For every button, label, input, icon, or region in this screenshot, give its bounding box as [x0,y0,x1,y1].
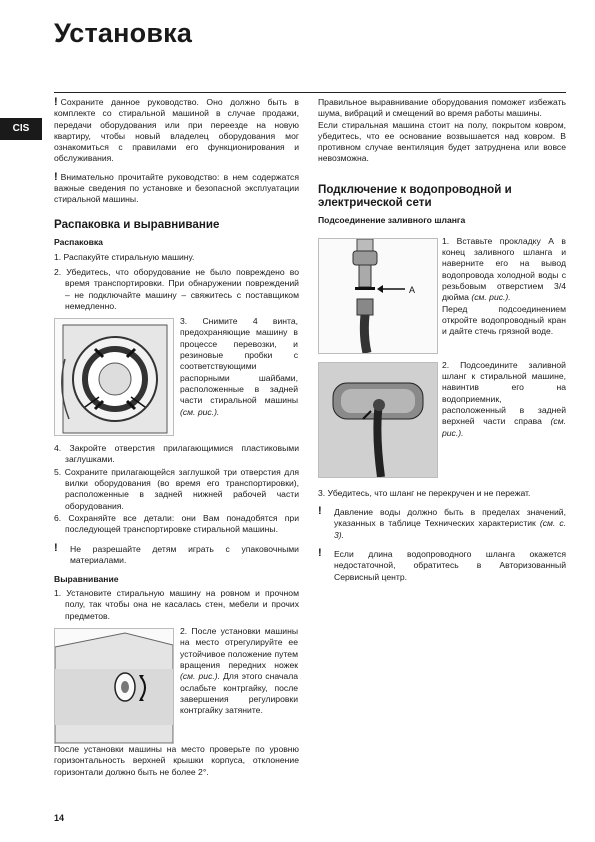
hose-tap-illustration [319,239,437,353]
subheading-level: Выравнивание [54,574,119,585]
machine-back-illustration [55,319,173,435]
language-tab: CIS [0,118,42,140]
hose-step-2-block [318,360,566,482]
warning-save-manual: ! Сохраните данное руководство. Оно должно быть в комплекте со стиральной машиной в случае продажи, передачи оборудования или при переезде на новую квартиру, чтобы новый владелец оборудования мог ознакомиться с правилами его функционирования и обслуживания. [54,96,299,164]
exclamation-icon: ! [54,541,58,554]
machine-foot-illustration [55,629,173,743]
label-a: A [409,284,416,295]
step-3: 3. Снимите 4 винта, предохраняющие машину в процессе перевозки, и резиновые пробки с соответствующими распорными шайбами, расположенные в задней части стиральной машины (см. рис.). [180,316,298,417]
hose-step-1: 1. Вставьте прокладку А в конец заливного шланга и наверните его на вывод водопровода холодной воды с резьбовым отверстием 3/4 дюйма (см. рис.). Перед подсоединением откройте водопроводный кран и дайте стечь грязной воде. [442,235,566,337]
figure-hose-machine [318,362,438,478]
subheading-unpack: Распаковка [54,236,103,247]
subheading-hose: Подсоединение заливного шланга [318,214,466,225]
warning-water-pressure: ! Давление воды должно быть в пределах значений, указанных в таблице Технических характеристик (см. с. 3). [318,505,566,540]
figure-machine-back [54,318,174,436]
exclamation-icon: ! [318,505,322,518]
step-1: 1. Распакуйте стиральную машину. [54,251,195,262]
intro-level-benefit: Правильное выравнивание оборудования поможет избежать шума, вибраций и смещений во время работы машины. [318,97,566,119]
level-step-2-block [54,626,299,744]
hose-step-2: 2. Подсоедините заливной шланг к стиральной машине, навинтив его на водоприемник, расположенный в задней верхней части справа (см. рис.). [442,359,566,438]
title-rule [54,92,566,93]
figure-machine-foot [54,628,174,744]
hose-step-3: 3. Убедитесь, что шланг не перекручен и не пережат. [318,487,531,498]
level-step-1: 1. Установите стиральную машину на ровном и прочном полу, так чтобы она не касалась стен, мебели и прочих предметов. [54,588,299,621]
page-number: 14 [54,813,65,823]
right-column [318,97,566,583]
figure-hose-tap [318,238,438,354]
page-title: Установка [54,18,193,48]
step-4: 4. Закройте отверстия прилагающимися пластиковыми заглушками. [54,443,299,465]
step-5: 5. Сохраните прилагающейся заглушкой три отверстия для вилки оборудования (во время его транспортировки), расположенные в задней нижней рабочей части оборудования. [54,466,299,511]
left-column [54,97,299,778]
intro-carpet: Если стиральная машина стоит на полу, покрытом ковром, убедитесь, что ее основание возвышается над ковром. В противном случае вентиляция будет затруднена или вовсе невозможна. [318,119,566,164]
hose-machine-illustration [319,363,437,477]
exclamation-icon: ! [318,546,322,559]
step-6: 6. Сохраняйте все детали: они Вам понадобятся при последующей транспортировке стиральной машины. [54,512,299,535]
hose-step-1-block [318,236,566,360]
warning-read-manual: ! Внимательно прочитайте руководство: в нем содержатся важные сведения по установке и безопасной эксплуатации стиральной машины. [54,170,299,205]
step-3-block [54,316,299,440]
exclamation-icon: ! [54,96,58,108]
warning-children: ! Не разрешайте детям играть с упаковочными материалами. [54,541,299,565]
heading-connect: Подключение к водопроводной и электрической сети [318,182,512,209]
heading-unpack-level: Распаковка и выравнивание [54,217,220,231]
level-step-2-check: После установки машины на место проверьте по уровню горизонтальность верхней крышки корпуса, отклонение горизонтали должно быть не более 2°. [54,744,299,777]
warning-hose-length: ! Если длина водопроводного шланга окажется недостаточной, обратитесь в Авторизованный Сервисный центр. [318,546,566,582]
level-step-2: 2. После установки машины на место отрегулируйте ее устойчивое положение путем вращения передних ножек (см. рис.). Для этого сначала ослабьте контргайку, после завершения регулировки контргайку затяните. [180,626,298,716]
step-2: 2. Убедитесь, что оборудование не было повреждено во время транспортировки. При обнаружении повреждений – не подключайте машину – свяжитесь с поставщиком немедленно. [54,266,299,311]
exclamation-icon: ! [54,170,58,183]
